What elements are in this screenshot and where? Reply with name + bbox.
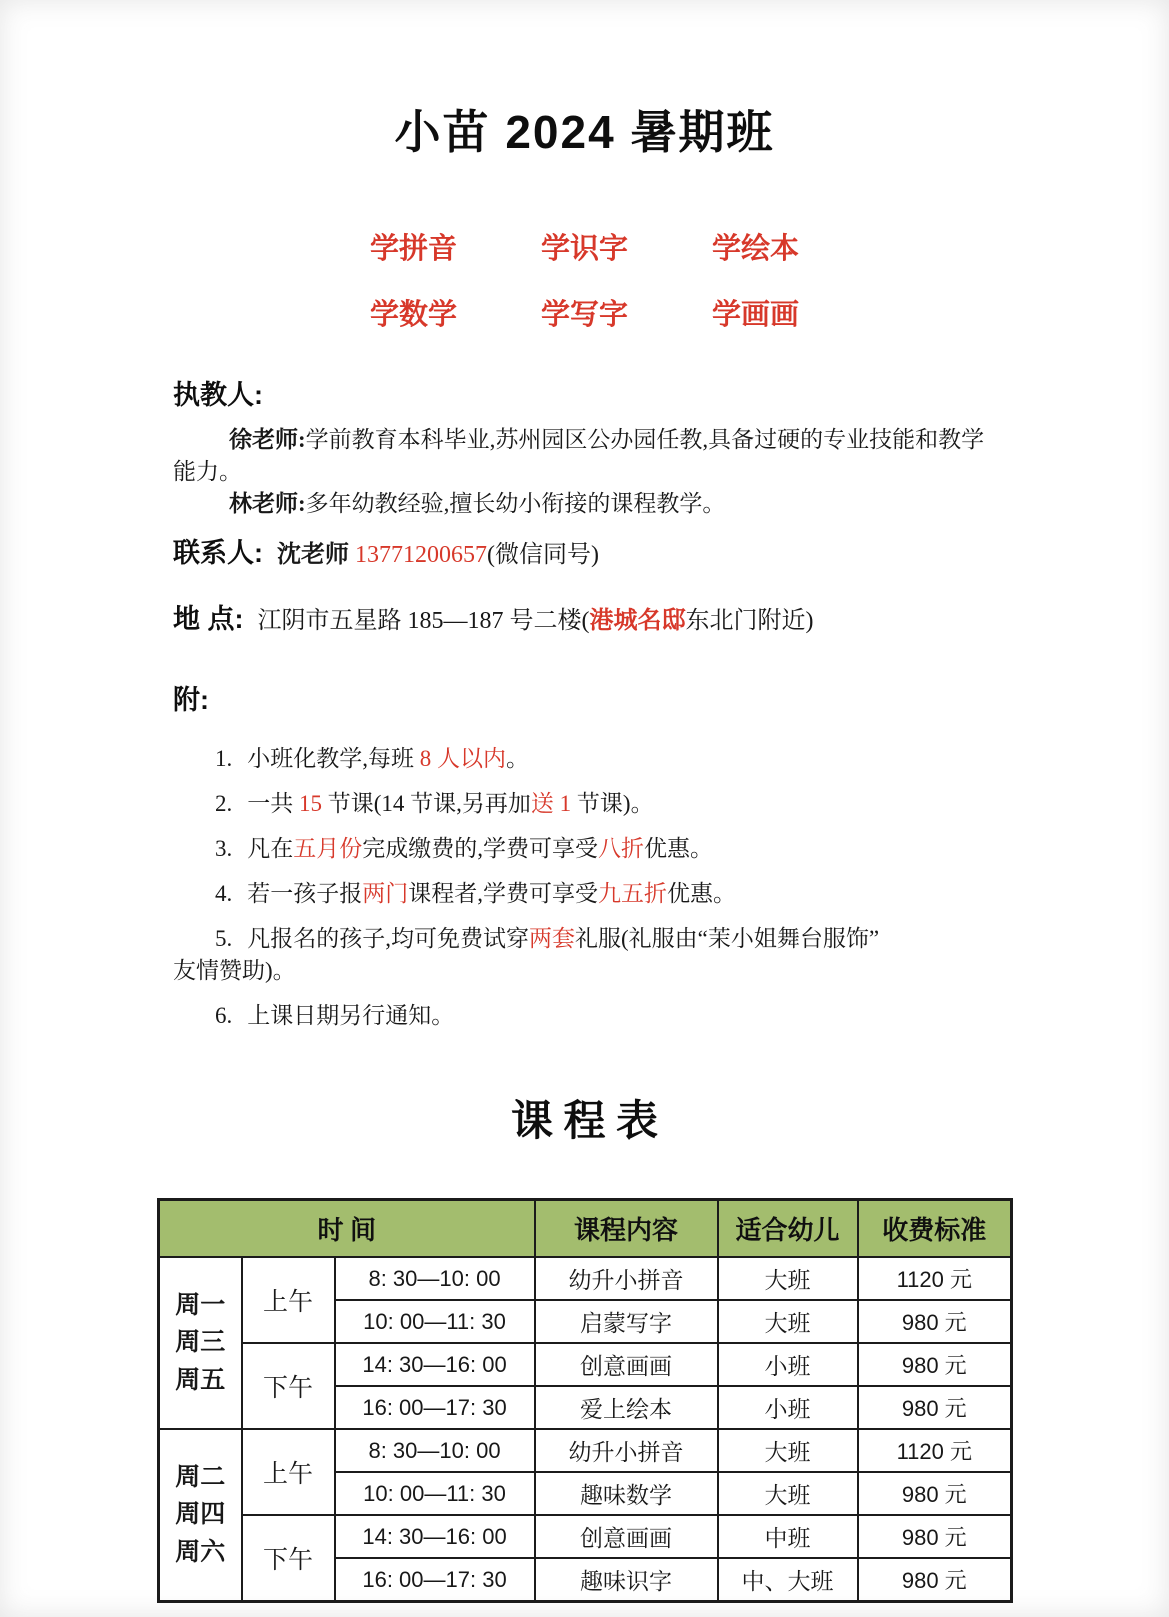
course-cell: 爱上绘本 [535,1386,718,1429]
note-text: 小班化教学,每班 [247,746,420,771]
days-cell [159,1429,242,1602]
time-cell: 8: 30—10: 00 [335,1257,535,1300]
contact-label: 联系人: [173,538,263,568]
schedule-row [159,1257,1012,1300]
time-cell: 16: 00—17: 30 [335,1386,535,1429]
course-cell: 幼升小拼音 [535,1429,718,1472]
course-cell: 创意画画 [535,1515,718,1558]
price-cell: 980 元 [858,1558,1012,1602]
subject-row-1 [0,226,1169,267]
suitable-cell: 大班 [718,1472,858,1515]
suitable-cell: 大班 [718,1429,858,1472]
note-number: 1. [215,746,233,771]
schedule-row [159,1343,1012,1386]
notes-heading: 附: [173,685,209,715]
subject-item: 学绘本 [712,233,800,265]
note-highlight: 八折 [598,836,644,861]
teacher-info-2 [173,488,995,520]
contact-suffix: (微信同号) [487,542,599,568]
subject-item: 学拼音 [369,233,457,265]
note-text: 若一孩子报 [247,881,363,906]
note-highlight: 九五折 [598,881,667,906]
note-highlight: 两门 [362,881,409,906]
time-cell: 14: 30—16: 00 [335,1515,535,1558]
header-course: 课程内容 [535,1200,718,1258]
note-highlight: 两套 [529,926,575,951]
suitable-cell: 中班 [718,1515,858,1558]
location-line [173,602,1169,638]
note-highlight: 五月份 [293,836,363,861]
note-text: 上课日期另行通知。 [247,1003,455,1028]
note-highlight: 8 人以内 [419,746,506,771]
location-address: 江阴市五星路 185—187 号二楼( [257,608,590,634]
time-cell: 8: 30—10: 00 [335,1429,535,1472]
location-suffix: 东北门附近) [685,608,814,634]
location-highlight: 港城名邸 [589,608,686,634]
time-cell: 10: 00—11: 30 [335,1472,535,1515]
note-text: 凡报名的孩子,均可免费试穿 [247,926,529,951]
note-text: 。 [506,746,529,771]
day-label: 周三 [175,1329,226,1357]
time-cell: 16: 00—17: 30 [335,1558,535,1602]
price-cell: 980 元 [858,1386,1012,1429]
note-item-2 [173,788,973,820]
note-item-4 [173,878,973,910]
note-item-1 [173,743,973,775]
subject-item: 学数学 [369,299,457,331]
subject-row-2 [0,292,1169,333]
days-cell [159,1257,242,1429]
subject-item: 学写字 [540,299,628,331]
course-cell: 趣味数学 [535,1472,718,1515]
subject-item: 学识字 [540,233,628,265]
note-number: 5. [215,926,233,951]
schedule-title: 课 程 表 [510,1099,658,1145]
period-cell: 下午 [242,1343,335,1429]
course-cell: 趣味识字 [535,1558,718,1602]
day-label: 周一 [175,1291,226,1319]
period-cell: 上午 [242,1257,335,1343]
note-text: 凡在 [247,836,294,861]
notes-list [0,743,1169,1032]
note-text: 优惠。 [644,836,713,861]
note-text: 节课(14 节课,另再加 [322,791,531,816]
course-cell: 创意画画 [535,1343,718,1386]
schedule-row [159,1429,1012,1472]
note-number: 3. [215,836,233,861]
note-highlight: 送 1 [530,791,572,816]
teacher-info-1 [173,424,995,488]
phone-number: 13771200657 [355,542,487,568]
teacher-desc: 学前教育本科毕业,苏州园区公办园任教,具备过硬的专业技能和教学能力。 [173,427,985,484]
day-label: 周五 [175,1366,226,1394]
teacher-name: 徐老师: [229,427,306,452]
suitable-cell: 小班 [718,1386,858,1429]
note-item-5 [173,923,973,987]
note-highlight: 15 [299,791,322,816]
page-title: 小苗 2024 暑期班 [394,106,775,158]
day-label: 周二 [175,1463,226,1491]
note-text: 节课)。 [571,791,654,816]
suitable-cell: 大班 [718,1300,858,1343]
note-text-continuation: 友情赞助)。 [173,958,296,983]
suitable-cell: 大班 [718,1257,858,1300]
price-cell: 980 元 [858,1472,1012,1515]
note-number: 6. [215,1003,233,1028]
teachers-heading: 执教人: [173,380,263,410]
note-number: 4. [215,881,233,906]
course-cell: 幼升小拼音 [535,1257,718,1300]
header-time: 时 间 [159,1200,535,1258]
contact-name: 沈老师 [277,542,355,568]
note-text: 课程者,学费可享受 [408,881,598,906]
note-text: 礼服(礼服由“茉小姐舞台服饰” [575,926,880,951]
schedule-header-row [159,1200,1012,1258]
note-text: 优惠。 [667,881,736,906]
teacher-name: 林老师: [229,491,306,516]
teacher-desc: 多年幼教经验,擅长幼小衔接的课程教学。 [305,491,726,516]
period-cell: 上午 [242,1429,335,1515]
suitable-cell: 小班 [718,1343,858,1386]
price-cell: 980 元 [858,1343,1012,1386]
note-item-6 [173,1000,973,1032]
price-cell: 980 元 [858,1300,1012,1343]
header-price: 收费标准 [858,1200,1012,1258]
day-label: 周四 [175,1501,226,1529]
note-item-3 [173,833,973,865]
period-cell: 下午 [242,1515,335,1602]
suitable-cell: 中、大班 [718,1558,858,1602]
note-text: 完成缴费的,学费可享受 [362,836,598,861]
schedule-table [157,1198,1013,1603]
day-label: 周六 [175,1538,226,1566]
price-cell: 1120 元 [858,1429,1012,1472]
location-label: 地 点: [173,604,244,634]
contact-line [173,536,1169,572]
schedule-row [159,1515,1012,1558]
time-cell: 10: 00—11: 30 [335,1300,535,1343]
time-cell: 14: 30—16: 00 [335,1343,535,1386]
course-cell: 启蒙写字 [535,1300,718,1343]
price-cell: 980 元 [858,1515,1012,1558]
note-text: 一共 [247,791,299,816]
subject-list [0,226,1169,333]
note-number: 2. [215,791,233,816]
header-suitable: 适合幼儿 [718,1200,858,1258]
subject-item: 学画画 [712,299,800,331]
price-cell: 1120 元 [858,1257,1012,1300]
